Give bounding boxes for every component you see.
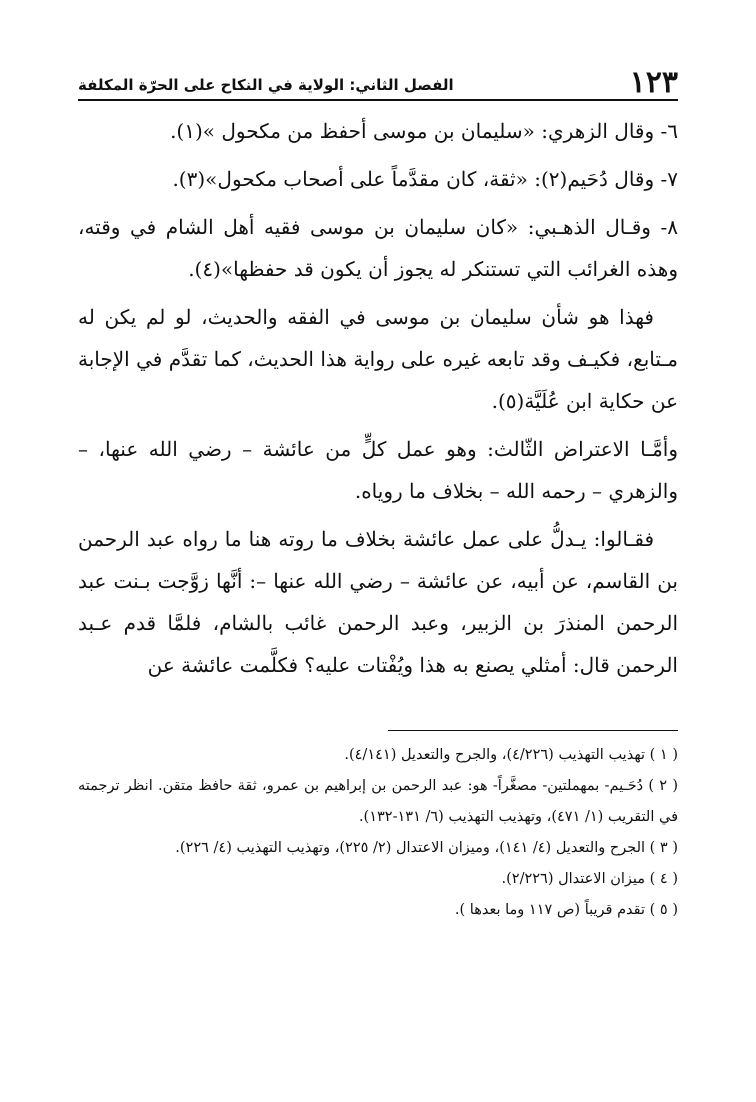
footnotes — [78, 740, 678, 926]
main-text — [78, 110, 678, 692]
page-header — [78, 58, 678, 98]
paragraph-summary: فهذا هو شأن سليمان بن موسى في الفقه والحديث، لو لم يكن له مـتابع، فكيـف وقد تابعه غيره على رواية هذا الحديث، كما تقدَّم في الإجابة عن حكاية ابن عُلَيَّة(٥). — [78, 305, 678, 413]
paragraph-zuhri: ٦- وقال الزهري: «سليمان بن موسى أحفظ من مكحول »(١). — [170, 119, 678, 143]
footnote-4: ( ٤ ) ميزان الاعتدال (٢/٢٢٦). — [501, 871, 678, 887]
footnote-2: ( ٢ ) دُحَـيم- بمهملتين- مصغَّراً- هو: عبد الرحمن بن إبراهيم بن عمرو، ثقة حافظ متقن. انظر ترجمته في التقريب (١/ ٤٧١)، وتهذيب التهذيب (٦/ ١٣١-١٣٢). — [78, 778, 678, 825]
footnote-1: ( ١ ) تهذيب التهذيب (٤/٢٢٦)، والجرح والتعديل (٤/١٤١). — [344, 747, 678, 763]
footnote-3: ( ٣ ) الجرح والتعديل (٤/ ١٤١)، وميزان الاعتدال (٢/ ٢٢٥)، وتهذيب التهذيب (٤/ ٢٢٦). — [175, 840, 678, 856]
paragraph-third-objection: وأمَّـا الاعتراض الثّالث: وهو عمل كلٍّ من عائشة – رضي الله عنها، – والزهري – رحمه الله – بخلاف ما روياه. — [78, 437, 678, 503]
paragraph-duhaym: ٧- وقال دُحَيم(٢): «ثقة، كان مقدَّماً على أصحاب مكحول»(٣). — [172, 167, 678, 191]
footnote-5: ( ٥ ) تقدم قريباً (ص ١١٧ وما بعدها ). — [454, 902, 678, 918]
running-title: الفصل الثاني: الولاية في النكاح على الحرّة المكلفة — [78, 76, 454, 94]
header-divider — [78, 99, 678, 101]
page-number: ١٢٣ — [629, 65, 678, 100]
paragraph-dhahabi: ٨- وقـال الذهـبي: «كان سليمان بن موسى فقيه أهل الشام في وقته، وهذه الغرائب التي تستنكر له يجوز أن يكون قد حفظها»(٤). — [78, 215, 678, 281]
paragraph-aisha-report: فقـالوا: يـدلُّ على عمل عائشة بخلاف ما روته هنا ما رواه عبد الرحمن بن القاسم، عن أبيه، عن عائشة – رضي الله عنها –: أنَّها زوَّجت بـنت عبد الرحمن المنذرَ بن الزبير، وعبد الرحمن غائب بالشام، فلمَّا قدم عـبد الرحمن قال: أمثلي يصنع به هذا ويُفْتات عليه؟ فكلَّمت عائشة عن — [78, 527, 678, 677]
footnote-divider — [388, 730, 678, 731]
